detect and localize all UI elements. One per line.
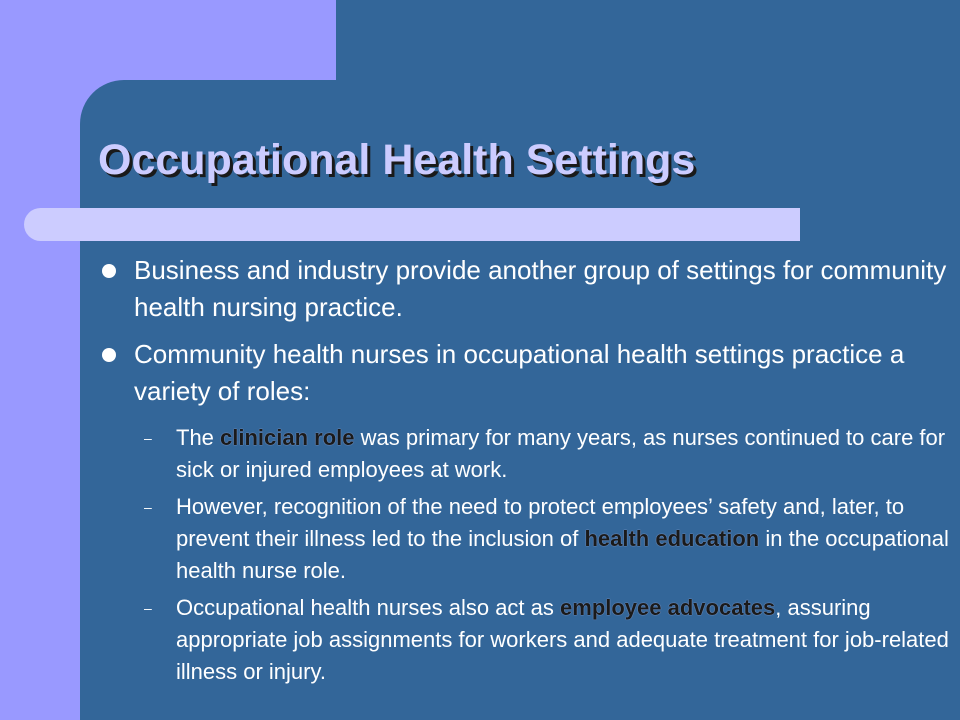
decorative-corner-block (0, 0, 336, 80)
bullet-text: Business and industry provide another group of settings for community health nursing practice. (134, 255, 947, 322)
bullet-dot-icon (102, 348, 116, 362)
text-before: Occupational health nurses also act as (176, 595, 561, 620)
text-before: However, recognition of the need to protect employees’ safety and, later, to prevent their illness led to the inclusion of (176, 494, 905, 551)
keyword-employee-advocates: employee advocates (560, 595, 776, 620)
sub-bullet-text (176, 494, 949, 583)
keyword-health-education: health education (584, 526, 760, 551)
dash-icon: – (144, 499, 152, 515)
slide-body (100, 252, 950, 693)
decorative-left-band (0, 80, 80, 720)
bullet-item (100, 252, 950, 326)
text-after: was primary for many years, as nurses continued to care for sick or injured employees at work. (176, 425, 946, 482)
sub-bullet-text (176, 425, 945, 482)
dash-icon: – (144, 430, 152, 446)
slide-title: Occupational Health Settings (98, 136, 696, 184)
sub-bullet-list (100, 422, 950, 688)
sub-bullet-item (100, 422, 950, 486)
sub-bullet-text (176, 595, 949, 684)
title-underline-bar (24, 208, 800, 241)
bullet-text: Community health nurses in occupational health settings practice a variety of roles: (134, 339, 905, 406)
sub-bullet-item (100, 592, 950, 688)
dash-icon: – (144, 600, 152, 616)
bullet-item (100, 336, 950, 410)
text-after: in the occupational health nurse role. (176, 526, 949, 583)
text-after: , assuring appropriate job assignments for workers and adequate treatment for job-related illness or injury. (176, 595, 949, 684)
sub-bullet-item (100, 491, 950, 587)
keyword-clinician-role: clinician role (220, 425, 355, 450)
bullet-dot-icon (102, 264, 116, 278)
text-before: The (176, 425, 221, 450)
